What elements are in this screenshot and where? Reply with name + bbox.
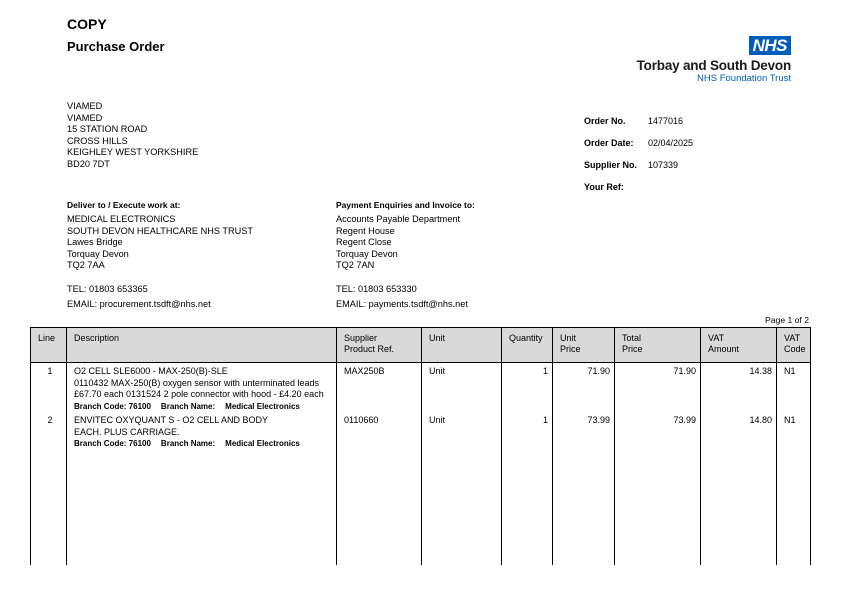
deliver-line: Lawes Bridge — [67, 237, 123, 248]
supplier-number-row — [584, 154, 693, 176]
cell-quantity: 1 — [502, 412, 553, 450]
cell-description: ENVITEC OXYQUANT S - O2 CELL AND BODY EACH. PLUS CARRIAGE. Branch Code: 76100 Branch Name: Medical Electronics — [67, 412, 337, 450]
payment-line: Regent Close — [336, 237, 392, 248]
col-quantity: Quantity — [502, 328, 553, 363]
order-number-row — [584, 110, 693, 132]
address-line: BD20 7DT — [67, 158, 110, 169]
order-lines-table — [30, 327, 811, 565]
cell-vat-code: N1 — [777, 363, 811, 413]
cell-line: 2 — [31, 412, 67, 450]
meta-label: Order Date: — [584, 138, 634, 148]
deliver-line: SOUTH DEVON HEALTHCARE NHS TRUST — [67, 225, 253, 236]
cell-description: O2 CELL SLE6000 - MAX-250(B)-SLE 0110432 MAX-250(B) oxygen sensor with unterminated leads £67.70 each 0131524 2 pole connector with hood - £4.20 each Branch Code: 76100 Branch Name: Medical Electronics — [67, 363, 337, 413]
meta-label: Order No. — [584, 116, 626, 126]
payment-line: TQ2 7AN — [336, 260, 375, 271]
cell-total-price: 73.99 — [615, 412, 701, 450]
col-unit: Unit — [422, 328, 502, 363]
col-total-price: Total Price — [615, 328, 701, 363]
org-subtitle: NHS Foundation Trust — [697, 73, 791, 84]
payment-line: Torquay Devon — [336, 248, 398, 259]
deliver-heading: Deliver to / Execute work at: — [67, 200, 181, 210]
cell-vat-amount: 14.80 — [701, 412, 777, 450]
deliver-line: MEDICAL ELECTRONICS — [67, 214, 176, 224]
address-line: 15 STATION ROAD — [67, 124, 148, 135]
col-line: Line — [31, 328, 67, 363]
cell-supplier-ref: MAX250B — [337, 363, 422, 413]
address-line: VIAMED — [67, 112, 103, 123]
page-number: Page 1 of 2 — [765, 315, 809, 325]
deliver-line: TQ2 7AA — [67, 260, 105, 271]
col-supplier-ref: Supplier Product Ref. — [337, 328, 422, 363]
page-title: Purchase Order — [67, 39, 165, 54]
org-name: Torbay and South Devon — [636, 58, 791, 73]
order-meta — [584, 110, 693, 198]
order-date-row — [584, 132, 693, 154]
payment-tel: TEL: 01803 653330 — [336, 283, 417, 294]
col-vat-amount: VAT Amount — [701, 328, 777, 363]
nhs-badge: NHS — [749, 36, 791, 55]
cell-line: 1 — [31, 363, 67, 413]
address-line: KEIGHLEY WEST YORKSHIRE — [67, 147, 199, 158]
meta-value: 107339 — [648, 160, 679, 170]
table-header-row — [31, 328, 811, 363]
nhs-logo — [621, 36, 791, 84]
deliver-email: EMAIL: procurement.tsdft@nhs.net — [67, 298, 211, 309]
cell-total-price: 71.90 — [615, 363, 701, 413]
cell-supplier-ref: 0110660 — [337, 412, 422, 450]
cell-unit: Unit — [422, 363, 502, 413]
address-line: VIAMED — [67, 101, 103, 111]
meta-label: Your Ref: — [584, 182, 624, 192]
payment-line: Accounts Payable Department — [336, 214, 461, 224]
deliver-to-block — [67, 200, 253, 310]
col-description: Description — [67, 328, 337, 363]
col-unit-price: Unit Price — [553, 328, 615, 363]
col-vat-code: VAT Code — [777, 328, 811, 363]
meta-label: Supplier No. — [584, 160, 638, 170]
supplier-address — [67, 101, 198, 171]
table-row — [31, 412, 811, 450]
payment-email: EMAIL: payments.tsdft@nhs.net — [336, 298, 468, 309]
cell-quantity: 1 — [502, 363, 553, 413]
address-line: CROSS HILLS — [67, 135, 128, 146]
payment-line: Regent House — [336, 225, 395, 236]
cell-vat-code: N1 — [777, 412, 811, 450]
table-filler-row — [31, 450, 811, 565]
cell-unit-price: 71.90 — [553, 363, 615, 413]
meta-value: 02/04/2025 — [648, 138, 694, 148]
table-row — [31, 363, 811, 413]
cell-vat-amount: 14.38 — [701, 363, 777, 413]
deliver-tel: TEL: 01803 653365 — [67, 283, 148, 294]
payment-heading: Payment Enquiries and Invoice to: — [336, 200, 475, 210]
payment-block — [336, 200, 475, 310]
your-ref-row — [584, 176, 693, 198]
copy-label: COPY — [67, 16, 107, 32]
meta-value: 1477016 — [648, 116, 684, 126]
cell-unit: Unit — [422, 412, 502, 450]
cell-unit-price: 73.99 — [553, 412, 615, 450]
deliver-line: Torquay Devon — [67, 248, 129, 259]
